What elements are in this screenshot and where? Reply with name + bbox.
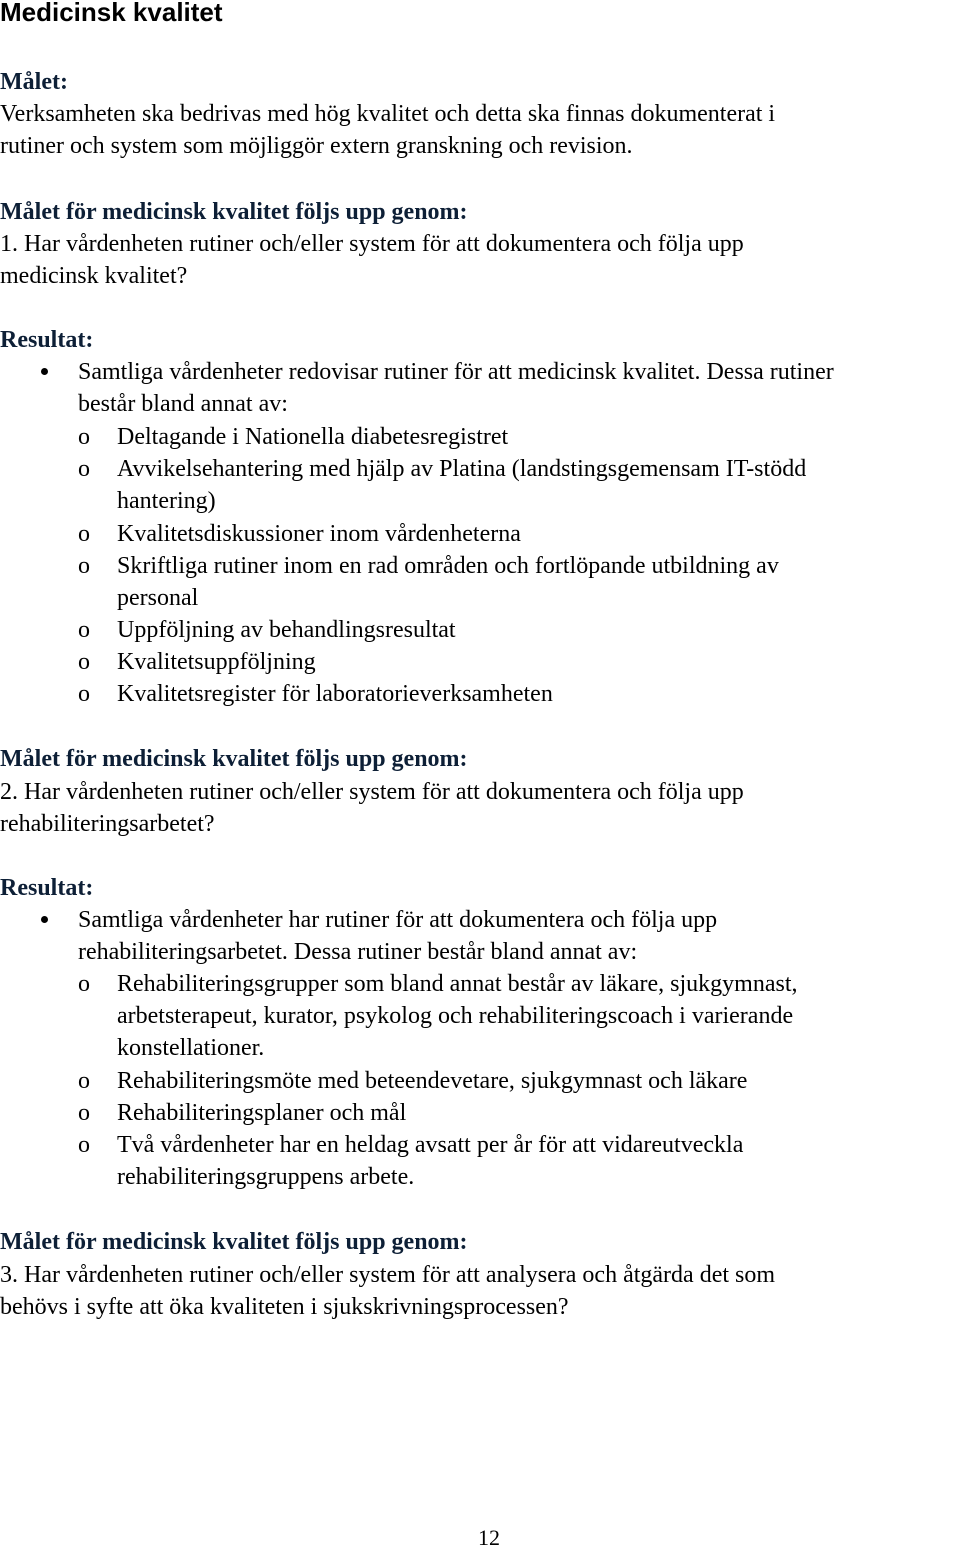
sub-bullet-icon: o: [78, 617, 90, 643]
sub-bullet-icon: o: [78, 681, 90, 707]
list-item: Rehabiliteringsplaner och mål: [117, 1100, 407, 1126]
list-item-line: personal: [117, 585, 199, 611]
sub-bullet-icon: o: [78, 553, 90, 579]
bullet-dot-icon: [41, 368, 48, 375]
sub-bullet-icon: o: [78, 1100, 90, 1126]
page-title: Medicinsk kvalitet: [0, 0, 223, 27]
sub-bullet-icon: o: [78, 456, 90, 482]
list-item-line: hantering): [117, 488, 216, 514]
list-item-line: Avvikelsehantering med hjälp av Platina (landstingsgemensam IT-stödd: [117, 456, 807, 482]
question-paragraph: [0, 228, 940, 292]
list-item: Rehabiliteringsmöte med beteendevetare, sjukgymnast och läkare: [117, 1068, 748, 1094]
list-item: [117, 1129, 957, 1193]
list-item: [117, 550, 957, 614]
list-item: Deltagande i Nationella diabetesregistret: [117, 424, 509, 450]
goal-text-line: Verksamheten ska bedrivas med hög kvalitet och detta ska finnas dokumenterat i: [0, 101, 776, 127]
goal-text-line: rutiner och system som möjliggör extern granskning och revision.: [0, 133, 633, 159]
sub-bullet-icon: o: [78, 971, 90, 997]
question-line: behövs i syfte att öka kvaliteten i sjukskrivningsprocessen?: [0, 1294, 569, 1320]
sub-bullet-icon: o: [78, 424, 90, 450]
bullet-line: rehabiliteringsarbetet. Dessa rutiner består bland annat av:: [78, 939, 638, 965]
page-number: 12: [478, 1525, 500, 1550]
list-item: Kvalitetsregister för laboratorieverksamheten: [117, 681, 553, 707]
list-item: Kvalitetsdiskussioner inom vårdenheterna: [117, 521, 521, 547]
result-heading: Resultat:: [0, 875, 94, 901]
list-item-line: Rehabiliteringsgrupper som bland annat består av läkare, sjukgymnast,: [117, 971, 798, 997]
question-line: medicinsk kvalitet?: [0, 263, 188, 289]
question-line: 1. Har vårdenheten rutiner och/eller system för att dokumentera och följa upp: [0, 231, 744, 257]
goal-heading: Målet:: [0, 69, 68, 95]
list-item: [117, 968, 957, 1064]
list-item-line: arbetsterapeut, kurator, psykolog och rehabiliteringscoach i varierande: [117, 1003, 794, 1029]
list-item: Kvalitetsuppföljning: [117, 649, 316, 675]
followup-heading: Målet för medicinsk kvalitet följs upp genom:: [0, 199, 468, 225]
list-item: Uppföljning av behandlingsresultat: [117, 617, 456, 643]
sub-bullet-icon: o: [78, 649, 90, 675]
followup-heading: Målet för medicinsk kvalitet följs upp genom:: [0, 746, 468, 772]
goal-paragraph: [0, 98, 940, 162]
question-paragraph: [0, 776, 940, 840]
list-item-line: Skriftliga rutiner inom en rad områden och fortlöpande utbildning av: [117, 553, 779, 579]
bullet-text: [78, 904, 958, 968]
list-item: [117, 453, 957, 517]
bullet-dot-icon: [41, 916, 48, 923]
sub-bullet-icon: o: [78, 1068, 90, 1094]
bullet-text: [78, 356, 958, 420]
result-heading: Resultat:: [0, 327, 94, 353]
question-line: 3. Har vårdenheten rutiner och/eller system för att analysera och åtgärda det som: [0, 1262, 776, 1288]
bullet-line: Samtliga vårdenheter redovisar rutiner för att medicinsk kvalitet. Dessa rutiner: [78, 359, 834, 385]
question-line: rehabiliteringsarbetet?: [0, 811, 215, 837]
list-item-line: rehabiliteringsgruppens arbete.: [117, 1164, 415, 1190]
sub-bullet-icon: o: [78, 1132, 90, 1158]
bullet-line: består bland annat av:: [78, 391, 288, 417]
question-paragraph: [0, 1259, 940, 1323]
sub-bullet-icon: o: [78, 521, 90, 547]
question-line: 2. Har vårdenheten rutiner och/eller system för att dokumentera och följa upp: [0, 779, 744, 805]
followup-heading: Målet för medicinsk kvalitet följs upp genom:: [0, 1229, 468, 1255]
bullet-line: Samtliga vårdenheter har rutiner för att dokumentera och följa upp: [78, 907, 718, 933]
list-item-line: Två vårdenheter har en heldag avsatt per år för att vidareutveckla: [117, 1132, 744, 1158]
list-item-line: konstellationer.: [117, 1035, 265, 1061]
